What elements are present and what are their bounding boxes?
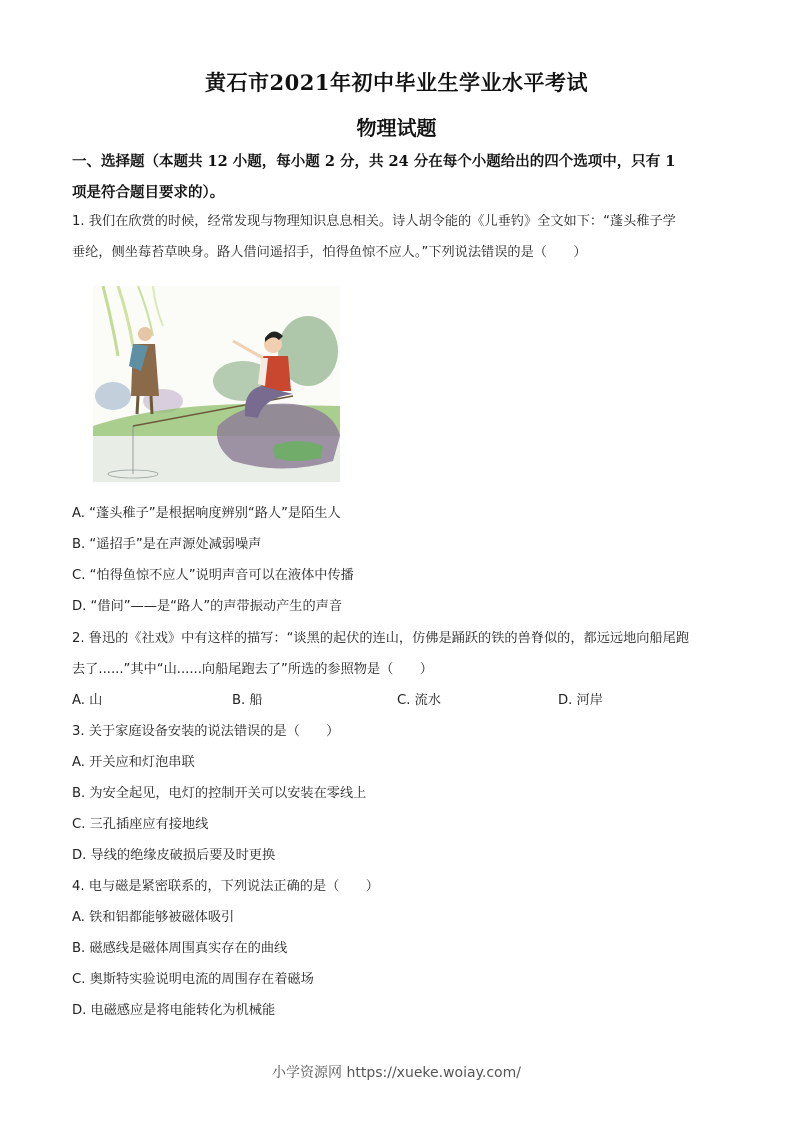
exam-subtitle: 物理试题 bbox=[356, 116, 437, 140]
exam-title: 黄石市2021年初中毕业生学业水平考试 bbox=[205, 70, 588, 95]
question-1-option-c: C. “怕得鱼惊不应人”说明声音可以在液体中传播 bbox=[72, 568, 354, 583]
question-4-stem: 4. 电与磁是紧密联系的，下列说法正确的是（ ） bbox=[72, 879, 379, 894]
question-2-stem-line-1: 2. 鲁迅的《社戏》中有这样的描写：“谈黑的起伏的连山，仿佛是踊跃的铁的兽脊似的，都远远地向船尾跑 bbox=[72, 631, 690, 646]
question-3-option-b: B. 为安全起见，电灯的控制开关可以安装在零线上 bbox=[72, 786, 367, 801]
footer-watermark: 小学资源网 https://xueke.woiay.com/ bbox=[272, 1065, 521, 1081]
question-4-option-a: A. 铁和铝都能够被磁体吸引 bbox=[72, 910, 235, 925]
fishing-child-illustration-icon bbox=[93, 286, 340, 482]
question-1-stem-line-1: 1. 我们在欣赏的时候，经常发现与物理知识息息相关。诗人胡令能的《儿垂钓》全文如下：“蓬头稚子学 bbox=[72, 214, 676, 229]
question-4-option-d: D. 电磁感应是将电能转化为机械能 bbox=[72, 1003, 276, 1018]
question-2-option-b: B. 船 bbox=[232, 693, 263, 708]
question-3-option-a: A. 开关应和灯泡串联 bbox=[72, 755, 195, 770]
question-1-illustration bbox=[93, 286, 340, 482]
question-4-option-b: B. 磁感线是磁体周围真实存在的曲线 bbox=[72, 941, 288, 956]
section-heading-line-1: 一、选择题（本题共 12 小题，每小题 2 分，共 24 分在每个小题给出的四个选项中，只有 1 bbox=[72, 153, 676, 170]
question-3-option-c: C. 三孔插座应有接地线 bbox=[72, 817, 209, 832]
section-heading-line-2: 项是符合题目要求的）。 bbox=[72, 184, 225, 201]
section-heading bbox=[72, 146, 732, 208]
question-3-option-d: D. 导线的绝缘皮破损后要及时更换 bbox=[72, 848, 276, 863]
question-1-stem-line-2: 垂纶，侧坐莓苔草映身。路人借问遥招手，怕得鱼惊不应人。”下列说法错误的是（ ） bbox=[72, 245, 587, 260]
question-1-option-d: D. “借问”——是“路人”的声带振动产生的声音 bbox=[72, 599, 343, 614]
question-2-option-c: C. 流水 bbox=[397, 693, 441, 708]
question-2-option-a: A. 山 bbox=[72, 693, 103, 708]
question-1-option-a: A. “蓬头稚子”是根据响度辨别“路人”是陌生人 bbox=[72, 506, 341, 521]
question-3-stem: 3. 关于家庭设备安装的说法错误的是（ ） bbox=[72, 724, 340, 739]
question-1-option-b: B. “遥招手”是在声源处减弱噪声 bbox=[72, 537, 262, 552]
question-4-option-c: C. 奥斯特实验说明电流的周围存在着磁场 bbox=[72, 972, 314, 987]
question-2-option-d: D. 河岸 bbox=[558, 693, 603, 708]
question-2-stem-line-2: 去了......”其中“山......向船尾跑去了”所选的参照物是（ ） bbox=[72, 662, 433, 677]
